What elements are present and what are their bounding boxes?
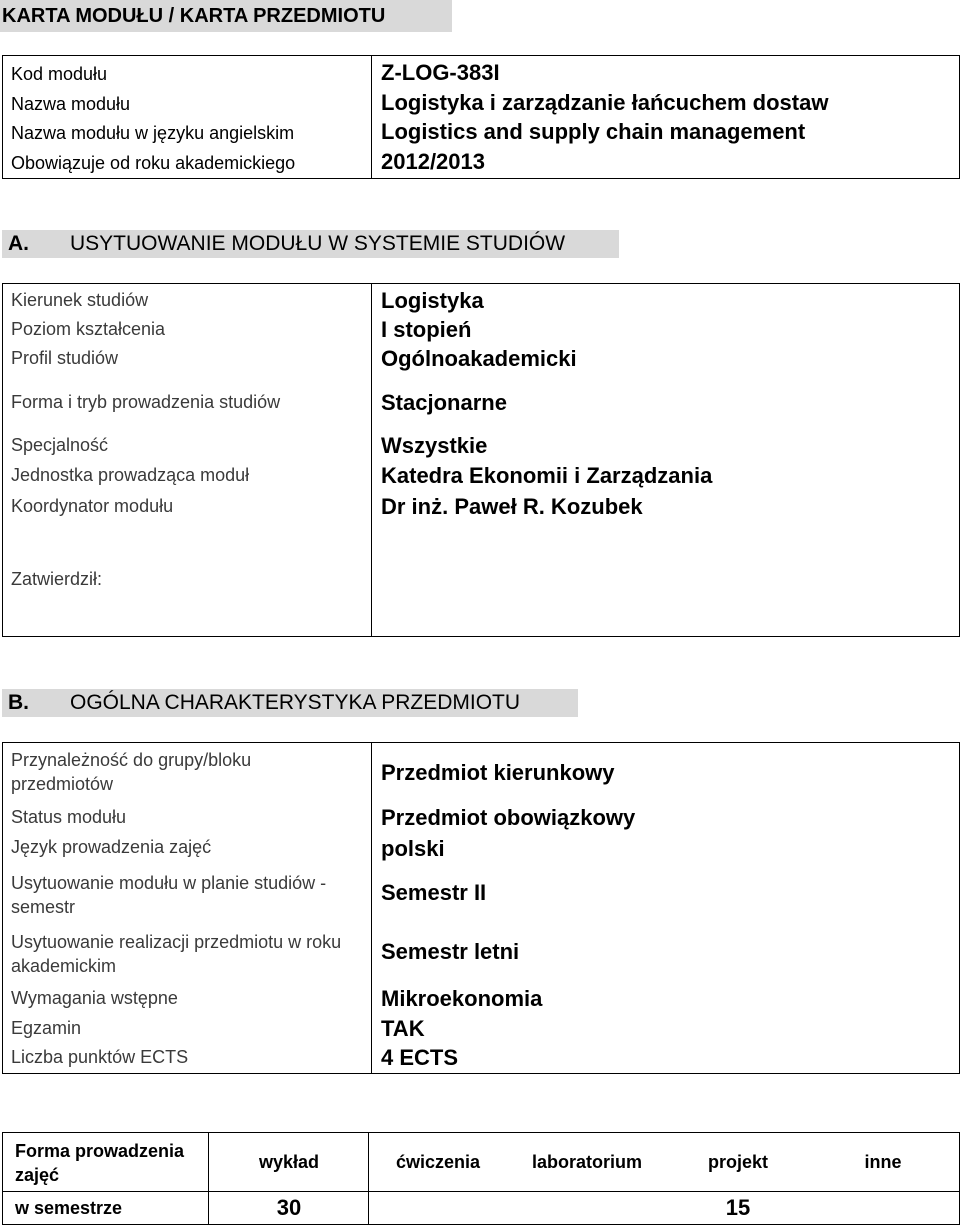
study-profile-value: Ogólnoakademicki — [381, 346, 577, 371]
academic-year-value: Semestr letni — [381, 939, 520, 964]
ects-label: Liczba punktów ECTS — [11, 1047, 189, 1067]
section-b-table — [2, 742, 960, 1074]
prerequisites-label: Wymagania wstępne — [11, 988, 178, 1008]
col-divider — [208, 1133, 209, 1224]
section-b-heading — [2, 689, 578, 717]
prerequisites-value: Mikroekonomia — [381, 986, 543, 1011]
row-semester-label: w semestrze — [15, 1198, 123, 1218]
valid-from-label: Obowiązuje od roku akademickiego — [11, 153, 296, 173]
field-of-study-value: Logistyka — [381, 288, 484, 313]
col-laboratory: laboratorium — [531, 1152, 642, 1172]
study-profile-label: Profil studiów — [11, 348, 119, 368]
module-info-table — [2, 55, 960, 179]
coordinator-label: Koordynator modułu — [11, 496, 174, 516]
laboratory-hours: 15 — [725, 1195, 751, 1220]
module-name-en-label: Nazwa modułu w języku angielskim — [11, 123, 295, 143]
col-other: inne — [864, 1152, 902, 1172]
unit-label: Jednostka prowadząca moduł — [11, 465, 250, 485]
classes-table — [2, 1132, 960, 1225]
field-of-study-label: Kierunek studiów — [11, 290, 149, 310]
specialization-label: Specjalność — [11, 435, 109, 455]
section-a-title: USYTUOWANIE MODUŁU W SYSTEMIE STUDIÓW — [70, 232, 566, 255]
language-value: polski — [381, 836, 445, 861]
module-name-en-value: Logistics and supply chain management — [381, 119, 806, 144]
semester-placement-label: Usytuowanie modułu w planie studiów - semestr — [11, 873, 327, 917]
group-block-label: Przynależność do grupy/bloku przedmiotów — [11, 750, 252, 794]
section-b-letter: B. — [8, 691, 29, 714]
group-block-value: Przedmiot kierunkowy — [381, 760, 615, 785]
section-b-title: OGÓLNA CHARAKTERYSTYKA PRZEDMIOTU — [70, 691, 521, 714]
approved-label: Zatwierdził: — [11, 569, 103, 589]
module-status-value: Przedmiot obowiązkowy — [381, 805, 636, 830]
education-level-label: Poziom kształcenia — [11, 319, 166, 339]
exam-label: Egzamin — [11, 1018, 82, 1038]
education-level-value: I stopień — [381, 317, 472, 342]
ects-value: 4 ECTS — [381, 1045, 459, 1070]
col-project: projekt — [707, 1152, 768, 1172]
coordinator-value: Dr inż. Paweł R. Kozubek — [381, 494, 643, 519]
exam-value: TAK — [381, 1016, 425, 1041]
semester-placement-value: Semestr II — [381, 880, 487, 905]
section-a-letter: A. — [8, 232, 29, 255]
col-divider — [368, 1133, 369, 1224]
col-exercises: ćwiczenia — [395, 1152, 481, 1172]
divider — [371, 284, 372, 636]
lecture-hours: 30 — [276, 1195, 302, 1220]
language-label: Język prowadzenia zajęć — [11, 837, 212, 857]
specialization-value: Wszystkie — [381, 433, 488, 458]
page-title: KARTA MODUŁU / KARTA PRZEDMIOTU — [0, 0, 452, 32]
module-name-value: Logistyka i zarządzanie łańcuchem dostaw — [381, 90, 829, 115]
classes-header-label: Forma prowadzenia zajęć — [15, 1141, 185, 1185]
row-divider — [3, 1191, 959, 1192]
divider — [371, 56, 372, 178]
study-mode-value: Stacjonarne — [381, 390, 507, 415]
section-a-heading — [2, 230, 619, 258]
module-code-value: Z-LOG-383I — [381, 60, 500, 85]
col-lecture: wykład — [258, 1152, 320, 1172]
divider — [371, 743, 372, 1073]
study-mode-label: Forma i tryb prowadzenia studiów — [11, 392, 281, 412]
unit-value: Katedra Ekonomii i Zarządzania — [381, 463, 713, 488]
module-status-label: Status modułu — [11, 807, 127, 827]
academic-year-label: Usytuowanie realizacji przedmiotu w roku akademickim — [11, 932, 342, 976]
valid-from-value: 2012/2013 — [381, 149, 485, 174]
module-name-label: Nazwa modułu — [11, 94, 131, 114]
section-a-table — [2, 283, 960, 637]
module-code-label: Kod modułu — [11, 64, 108, 84]
